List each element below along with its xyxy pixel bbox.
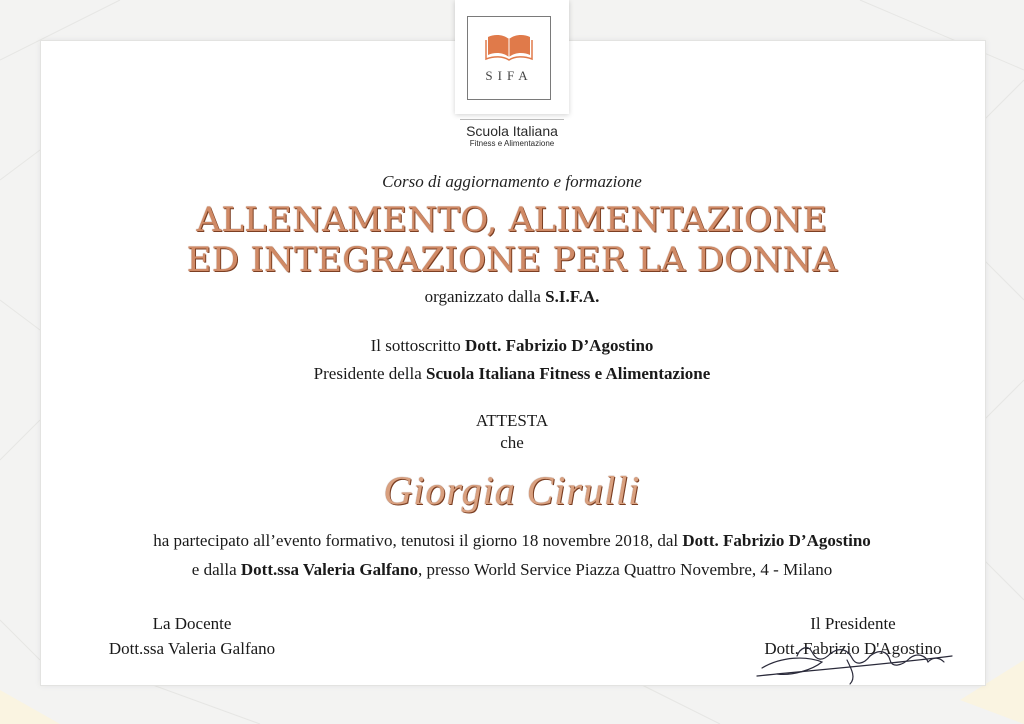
divider [460,119,564,120]
handwritten-signature [752,626,962,688]
presidente-role: Il Presidente [810,614,896,633]
docente-name: Dott.ssa Valeria Galfano [108,639,276,658]
organizer-line [0,287,1024,307]
body2-bold: Dott.ssa Valeria Galfano [240,560,418,579]
school-name [412,124,612,149]
body2-prefix: e dalla [191,560,237,579]
signature-docente [82,611,302,661]
course-subtitle: Corso di aggiornamento e formazione [382,172,642,191]
body1-text: ha partecipato all’evento formativo, tenutosi il giorno 18 novembre 2018, dal [153,531,679,550]
school-name-line1: Scuola Italiana [466,123,558,139]
school-name-line2: Fitness e Alimentazione [469,139,555,148]
recipient-name: Giorgia Cirulli [383,468,641,513]
logo-text: SIFA [485,68,533,83]
organizer-prefix: organizzato dalla [424,287,541,306]
signatory-line [0,336,1024,356]
role-line [0,364,1024,384]
che-text: che [500,433,524,452]
role-org: Scuola Italiana Fitness e Alimentazione [426,364,711,383]
open-book-icon [485,31,533,61]
body1-bold: Dott. Fabrizio D’Agostino [682,531,871,550]
organizer-name: S.I.F.A. [545,287,600,306]
signatory-prefix: Il sottoscritto [370,336,461,355]
signatory-name: Dott. Fabrizio D’Agostino [465,336,654,355]
course-title-line2: ED INTEGRAZIONE PER LA DONNA [186,240,838,280]
docente-role: La Docente [152,614,232,633]
body-line2 [0,560,1024,580]
sifa-logo [455,0,569,114]
logo-border [467,16,551,100]
course-title-line1: ALLENAMENTO, ALIMENTAZIONE [196,200,828,240]
presidente-name: Dott. Fabrizio D'Agostino [764,639,942,658]
body2-suffix: , presso World Service Piazza Quattro Novembre, 4 - Milano [417,560,833,579]
role-prefix: Presidente della [313,364,422,383]
body-line1 [0,531,1024,551]
attesta-heading: ATTESTA [475,411,549,430]
